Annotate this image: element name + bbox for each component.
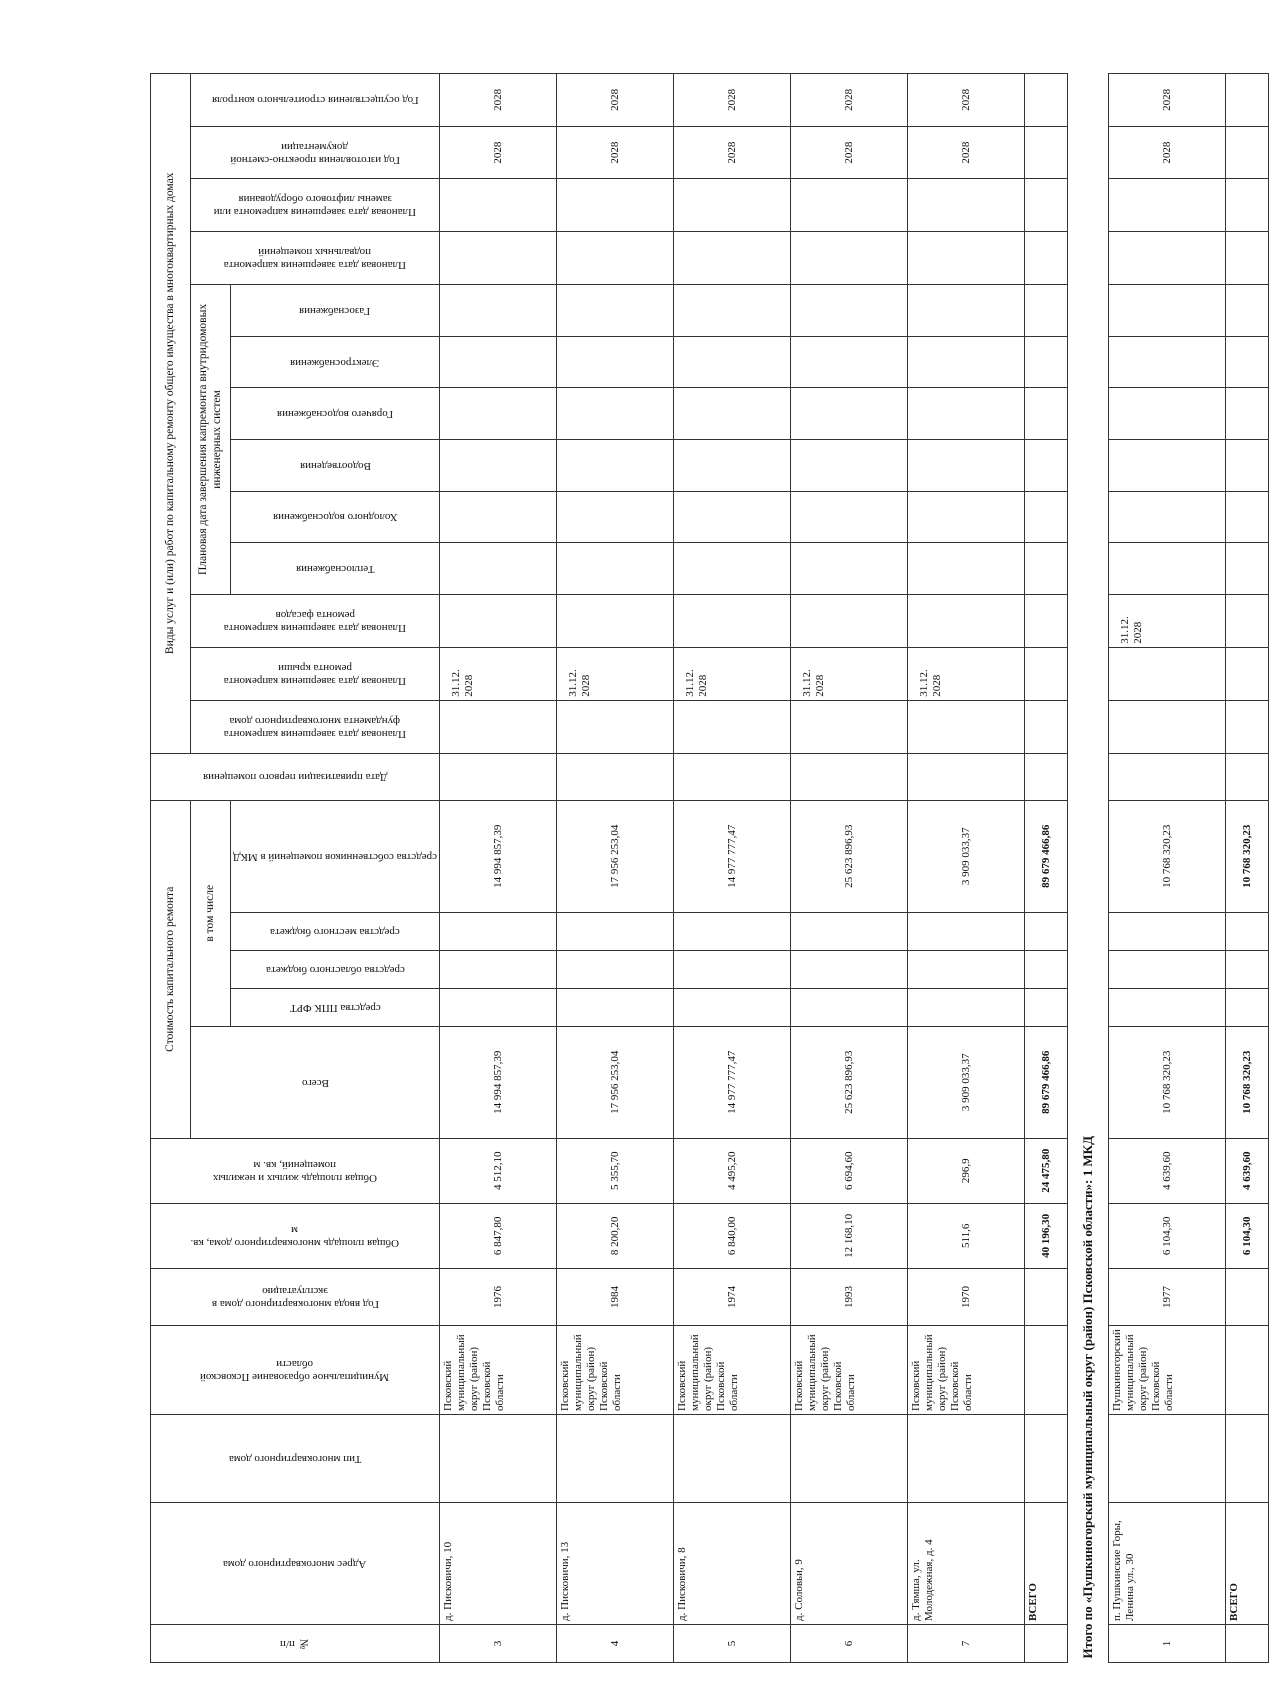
cell-construction-year: 2028 bbox=[674, 74, 791, 127]
cell-design-year: 2028 bbox=[440, 126, 557, 179]
header-local: средства местного бюджета bbox=[231, 912, 440, 950]
header-num: № п/п bbox=[151, 1624, 440, 1662]
cell-drainage bbox=[1226, 439, 1269, 491]
cell-facade bbox=[1226, 594, 1269, 647]
header-drainage: Водоотведения bbox=[231, 439, 440, 491]
cell-premises-area: 6 694,60 bbox=[791, 1138, 908, 1203]
cell-num: 6 bbox=[791, 1624, 908, 1662]
cell-type bbox=[1109, 1414, 1226, 1502]
cell-elevator bbox=[674, 179, 791, 232]
cell-foundation bbox=[1109, 700, 1226, 753]
cell-cost-total: 17 956 253,04 bbox=[557, 1026, 674, 1138]
cell-electricity bbox=[1226, 336, 1269, 388]
cell-gas bbox=[557, 285, 674, 337]
cell-local bbox=[1226, 912, 1269, 950]
cell-premises-area: 4 495,20 bbox=[674, 1138, 791, 1203]
cell-heating bbox=[908, 543, 1025, 595]
cell-cost-total: 14 994 857,39 bbox=[440, 1026, 557, 1138]
cell-fund bbox=[1226, 988, 1269, 1026]
cell-regional bbox=[1226, 950, 1269, 988]
cell-facade: 31.12. 2028 bbox=[1109, 594, 1226, 647]
cell-year: 1984 bbox=[557, 1268, 674, 1325]
cell-regional bbox=[1025, 950, 1068, 988]
cell-regional bbox=[674, 950, 791, 988]
header-cost-group: Стоимость капитального ремонта bbox=[151, 800, 191, 1138]
total-owners: 10 768 320,23 bbox=[1226, 800, 1269, 912]
cell-local bbox=[674, 912, 791, 950]
table-row bbox=[1109, 74, 1226, 1663]
cell-local bbox=[557, 912, 674, 950]
cell-address: д. Тямша, ул. Молодежная, д. 4 bbox=[908, 1502, 1025, 1624]
total-row bbox=[1025, 74, 1068, 1663]
section-title: Итого по «Пушкиногорский муниципальный округ (район) Псковской области»: 1 МКД bbox=[1068, 74, 1109, 1663]
cell-foundation bbox=[1025, 700, 1068, 753]
cell-electricity bbox=[791, 336, 908, 388]
cell-type bbox=[1025, 1414, 1068, 1502]
cell-local bbox=[1109, 912, 1226, 950]
cell-municipality: Псковский муниципальный округ (район) Псковской области bbox=[557, 1326, 674, 1415]
cell-roof: 31.12. 2028 bbox=[557, 647, 674, 700]
cell-fund bbox=[1025, 988, 1068, 1026]
cell-facade bbox=[908, 594, 1025, 647]
cell-address: д. Писковичи, 10 bbox=[440, 1502, 557, 1624]
header-design-year: Год изготовления проектно-сметной документации bbox=[191, 126, 440, 179]
cell-privatization bbox=[440, 753, 557, 800]
cell-municipality: Псковский муниципальный округ (район) Псковской области bbox=[674, 1326, 791, 1415]
cell-cold-water bbox=[1025, 491, 1068, 543]
header-municipality: Муниципальное образование Псковской области bbox=[151, 1326, 440, 1415]
cell-premises-area: 5 355,70 bbox=[557, 1138, 674, 1203]
cell-heating bbox=[557, 543, 674, 595]
cell-total-area: 6 840,00 bbox=[674, 1203, 791, 1268]
cell-basement bbox=[557, 232, 674, 285]
cell-privatization bbox=[908, 753, 1025, 800]
header-systems-group: Плановая дата завершения капремонта внутридомовых инженерных систем bbox=[191, 285, 231, 595]
cell-owners: 3 909 033,37 bbox=[908, 800, 1025, 912]
cell-cold-water bbox=[908, 491, 1025, 543]
cell-hot-water bbox=[674, 388, 791, 440]
cell-premises-area: 4 512,10 bbox=[440, 1138, 557, 1203]
cell-roof: 31.12. 2028 bbox=[791, 647, 908, 700]
cell-construction-year: 2028 bbox=[1109, 74, 1226, 127]
cell-design-year bbox=[1025, 126, 1068, 179]
cell-design-year: 2028 bbox=[908, 126, 1025, 179]
cell-privatization bbox=[1025, 753, 1068, 800]
cell-cost-total: 14 977 777,47 bbox=[674, 1026, 791, 1138]
cell-design-year: 2028 bbox=[791, 126, 908, 179]
cell-basement bbox=[674, 232, 791, 285]
cell-year: 1977 bbox=[1109, 1268, 1226, 1325]
cell-hot-water bbox=[791, 388, 908, 440]
cell-construction-year bbox=[1025, 74, 1068, 127]
cell-year: 1970 bbox=[908, 1268, 1025, 1325]
cell-type bbox=[557, 1414, 674, 1502]
cell-num: 7 bbox=[908, 1624, 1025, 1662]
header-works-group: Виды услуг и (или) работ по капитальному ремонту общего имущества в многоквартирных домах bbox=[151, 74, 191, 754]
cell-gas bbox=[1025, 285, 1068, 337]
cell-owners: 25 623 896,93 bbox=[791, 800, 908, 912]
cell-electricity bbox=[1025, 336, 1068, 388]
cell-drainage bbox=[1025, 439, 1068, 491]
cell-elevator bbox=[557, 179, 674, 232]
cell-foundation bbox=[440, 700, 557, 753]
cell-address: д. Соловьи, 9 bbox=[791, 1502, 908, 1624]
cell-num: 1 bbox=[1109, 1624, 1226, 1662]
cell-total-area: 6 104,30 bbox=[1109, 1203, 1226, 1268]
table-row bbox=[674, 74, 791, 1663]
header-regional: средства областного бюджета bbox=[231, 950, 440, 988]
cell-type bbox=[908, 1414, 1025, 1502]
cell-cold-water bbox=[1226, 491, 1269, 543]
cell-roof: 31.12. 2028 bbox=[674, 647, 791, 700]
cell-fund bbox=[791, 988, 908, 1026]
cell-local bbox=[791, 912, 908, 950]
cell-roof: 31.12. 2028 bbox=[440, 647, 557, 700]
header-foundation: Плановая дата завершения капремонта фундамента многоквартирного дома bbox=[191, 700, 440, 753]
header-owners: средства собственников помещений в МКД bbox=[231, 800, 440, 912]
cell-construction-year: 2028 bbox=[557, 74, 674, 127]
cell-total-area: 8 200,20 bbox=[557, 1203, 674, 1268]
cell-foundation bbox=[674, 700, 791, 753]
cell-municipality: Псковский муниципальный округ (район) Псковской области bbox=[791, 1326, 908, 1415]
header-premises-area: Общая площадь жилых и нежилых помещений, кв. м bbox=[151, 1138, 440, 1203]
cell-regional bbox=[557, 950, 674, 988]
cell-fund bbox=[908, 988, 1025, 1026]
cell-cold-water bbox=[674, 491, 791, 543]
table-header bbox=[151, 74, 440, 1663]
header-gas: Газоснабжения bbox=[231, 285, 440, 337]
capital-repair-table bbox=[150, 73, 1269, 1663]
cell-electricity bbox=[674, 336, 791, 388]
cell-roof: 31.12. 2028 bbox=[908, 647, 1025, 700]
cell-elevator bbox=[1109, 179, 1226, 232]
cell-drainage bbox=[908, 439, 1025, 491]
cell-total-area: 6 847,80 bbox=[440, 1203, 557, 1268]
header-address: Адрес многоквартирного дома bbox=[151, 1502, 440, 1624]
cell-foundation bbox=[908, 700, 1025, 753]
cell-drainage bbox=[1109, 439, 1226, 491]
cell-elevator bbox=[1025, 179, 1068, 232]
total-premises-area: 4 639,60 bbox=[1226, 1138, 1269, 1203]
cell-fund bbox=[557, 988, 674, 1026]
cell-heating bbox=[674, 543, 791, 595]
cell-construction-year bbox=[1226, 74, 1269, 127]
cell-municipality bbox=[1025, 1326, 1068, 1415]
cell-facade bbox=[557, 594, 674, 647]
cell-num: 4 bbox=[557, 1624, 674, 1662]
cell-municipality bbox=[1226, 1326, 1269, 1415]
cell-elevator bbox=[440, 179, 557, 232]
cell-facade bbox=[440, 594, 557, 647]
header-elevator: Плановая дата завершения капремонта или замены лифтового оборудования bbox=[191, 179, 440, 232]
header-construction-year: Год осуществления строительного контроля bbox=[191, 74, 440, 127]
total-total-area: 40 196,30 bbox=[1025, 1203, 1068, 1268]
cell-total-area: 511,6 bbox=[908, 1203, 1025, 1268]
cell-fund bbox=[1109, 988, 1226, 1026]
cell-facade bbox=[674, 594, 791, 647]
cell-basement bbox=[791, 232, 908, 285]
cell-elevator bbox=[791, 179, 908, 232]
cell-cost-total: 3 909 033,37 bbox=[908, 1026, 1025, 1138]
cell-owners: 14 994 857,39 bbox=[440, 800, 557, 912]
cell-facade bbox=[1025, 594, 1068, 647]
cell-num bbox=[1226, 1624, 1269, 1662]
header-total-area: Общая площадь многоквартирного дома, кв. м bbox=[151, 1203, 440, 1268]
cell-basement bbox=[440, 232, 557, 285]
cell-cost-total: 10 768 320,23 bbox=[1109, 1026, 1226, 1138]
cell-year: 1993 bbox=[791, 1268, 908, 1325]
cell-premises-area: 296,9 bbox=[908, 1138, 1025, 1203]
cell-electricity bbox=[440, 336, 557, 388]
cell-cold-water bbox=[1109, 491, 1226, 543]
cell-electricity bbox=[557, 336, 674, 388]
cell-num: 5 bbox=[674, 1624, 791, 1662]
cell-regional bbox=[791, 950, 908, 988]
total-owners: 89 679 466,86 bbox=[1025, 800, 1068, 912]
cell-hot-water bbox=[1109, 388, 1226, 440]
cell-gas bbox=[908, 285, 1025, 337]
cell-regional bbox=[908, 950, 1025, 988]
cell-cold-water bbox=[440, 491, 557, 543]
header-electricity: Электроснабжения bbox=[231, 336, 440, 388]
cell-regional bbox=[1109, 950, 1226, 988]
cell-heating bbox=[1109, 543, 1226, 595]
cell-privatization bbox=[674, 753, 791, 800]
total-total-area: 6 104,30 bbox=[1226, 1203, 1269, 1268]
header-fund: средства ППК ФРТ bbox=[231, 988, 440, 1026]
cell-address: д. Писковичи, 8 bbox=[674, 1502, 791, 1624]
cell-foundation bbox=[557, 700, 674, 753]
cell-type bbox=[1226, 1414, 1269, 1502]
cell-basement bbox=[908, 232, 1025, 285]
cell-drainage bbox=[791, 439, 908, 491]
cell-num: 3 bbox=[440, 1624, 557, 1662]
header-basement: Плановая дата завершения капремонта подвальных помещений bbox=[191, 232, 440, 285]
cell-total-area: 12 168,10 bbox=[791, 1203, 908, 1268]
cell-address: д. Писковичи, 13 bbox=[557, 1502, 674, 1624]
cell-heating bbox=[1226, 543, 1269, 595]
header-heating: Теплоснабжения bbox=[231, 543, 440, 595]
cell-address: п. Пушкинские Горы, Ленина ул., 30 bbox=[1109, 1502, 1226, 1624]
cell-privatization bbox=[1109, 753, 1226, 800]
cell-type bbox=[674, 1414, 791, 1502]
cell-gas bbox=[440, 285, 557, 337]
cell-design-year: 2028 bbox=[1109, 126, 1226, 179]
table-row bbox=[557, 74, 674, 1663]
cell-type bbox=[440, 1414, 557, 1502]
header-hot-water: Горячего водоснабжения bbox=[231, 388, 440, 440]
cell-roof bbox=[1226, 647, 1269, 700]
cell-electricity bbox=[908, 336, 1025, 388]
cell-owners: 10 768 320,23 bbox=[1109, 800, 1226, 912]
cell-construction-year: 2028 bbox=[791, 74, 908, 127]
cell-design-year: 2028 bbox=[674, 126, 791, 179]
cell-heating bbox=[1025, 543, 1068, 595]
total-label: ВСЕГО bbox=[1226, 1502, 1269, 1624]
total-cost-total: 89 679 466,86 bbox=[1025, 1026, 1068, 1138]
header-type: Тип многоквартирного дома bbox=[151, 1414, 440, 1502]
cell-basement bbox=[1025, 232, 1068, 285]
table-row bbox=[791, 74, 908, 1663]
table-row bbox=[440, 74, 557, 1663]
cell-design-year: 2028 bbox=[557, 126, 674, 179]
cell-cost-total: 25 623 896,93 bbox=[791, 1026, 908, 1138]
cell-foundation bbox=[791, 700, 908, 753]
cell-construction-year: 2028 bbox=[908, 74, 1025, 127]
cell-municipality: Псковский муниципальный округ (район) Псковской области bbox=[440, 1326, 557, 1415]
cell-electricity bbox=[1109, 336, 1226, 388]
cell-basement bbox=[1226, 232, 1269, 285]
cell-municipality: Пушкиногорский муниципальный округ (район) Псковской области bbox=[1109, 1326, 1226, 1415]
cell-hot-water bbox=[908, 388, 1025, 440]
cell-hot-water bbox=[440, 388, 557, 440]
cell-year bbox=[1226, 1268, 1269, 1325]
cell-foundation bbox=[1226, 700, 1269, 753]
cell-drainage bbox=[557, 439, 674, 491]
cell-cold-water bbox=[791, 491, 908, 543]
cell-construction-year: 2028 bbox=[440, 74, 557, 127]
cell-owners: 17 956 253,04 bbox=[557, 800, 674, 912]
cell-drainage bbox=[440, 439, 557, 491]
table-body bbox=[440, 74, 1269, 1663]
total-premises-area: 24 475,80 bbox=[1025, 1138, 1068, 1203]
cell-type bbox=[791, 1414, 908, 1502]
cell-privatization bbox=[557, 753, 674, 800]
cell-privatization bbox=[791, 753, 908, 800]
table-row bbox=[908, 74, 1025, 1663]
header-roof: Плановая дата завершения капремонта ремонта крыши bbox=[191, 647, 440, 700]
cell-privatization bbox=[1226, 753, 1269, 800]
cell-premises-area: 4 639,60 bbox=[1109, 1138, 1226, 1203]
cell-elevator bbox=[908, 179, 1025, 232]
header-year-built: Год ввода многоквартирного дома в эксплуатацию bbox=[151, 1268, 440, 1325]
cell-facade bbox=[791, 594, 908, 647]
cell-cold-water bbox=[557, 491, 674, 543]
cell-num bbox=[1025, 1624, 1068, 1662]
cell-local bbox=[440, 912, 557, 950]
cell-hot-water bbox=[1226, 388, 1269, 440]
cell-gas bbox=[791, 285, 908, 337]
cell-year: 1976 bbox=[440, 1268, 557, 1325]
total-row bbox=[1226, 74, 1269, 1663]
cell-local bbox=[1025, 912, 1068, 950]
cell-elevator bbox=[1226, 179, 1269, 232]
cell-municipality: Псковский муниципальный округ (район) Псковской области bbox=[908, 1326, 1025, 1415]
cell-year: 1974 bbox=[674, 1268, 791, 1325]
cell-heating bbox=[440, 543, 557, 595]
header-cost-total: Всего bbox=[191, 1026, 440, 1138]
total-cost-total: 10 768 320,23 bbox=[1226, 1026, 1269, 1138]
cell-drainage bbox=[674, 439, 791, 491]
cell-fund bbox=[440, 988, 557, 1026]
cell-roof bbox=[1109, 647, 1226, 700]
cell-year bbox=[1025, 1268, 1068, 1325]
cell-design-year bbox=[1226, 126, 1269, 179]
cell-gas bbox=[674, 285, 791, 337]
cell-regional bbox=[440, 950, 557, 988]
cell-basement bbox=[1109, 232, 1226, 285]
cell-heating bbox=[791, 543, 908, 595]
cell-hot-water bbox=[1025, 388, 1068, 440]
section-title-row bbox=[1068, 74, 1109, 1663]
header-incl: в том числе bbox=[191, 800, 231, 1026]
cell-hot-water bbox=[557, 388, 674, 440]
header-cold-water: Холодного водоснабжения bbox=[231, 491, 440, 543]
cell-owners: 14 977 777,47 bbox=[674, 800, 791, 912]
cell-roof bbox=[1025, 647, 1068, 700]
document-page bbox=[150, 73, 1253, 1663]
cell-fund bbox=[674, 988, 791, 1026]
cell-local bbox=[908, 912, 1025, 950]
header-privatization: Дата приватизации первого помещения bbox=[151, 753, 440, 800]
cell-gas bbox=[1226, 285, 1269, 337]
total-label: ВСЕГО bbox=[1025, 1502, 1068, 1624]
header-facade: Плановая дата завершения капремонта ремонта фасадов bbox=[191, 594, 440, 647]
cell-gas bbox=[1109, 285, 1226, 337]
